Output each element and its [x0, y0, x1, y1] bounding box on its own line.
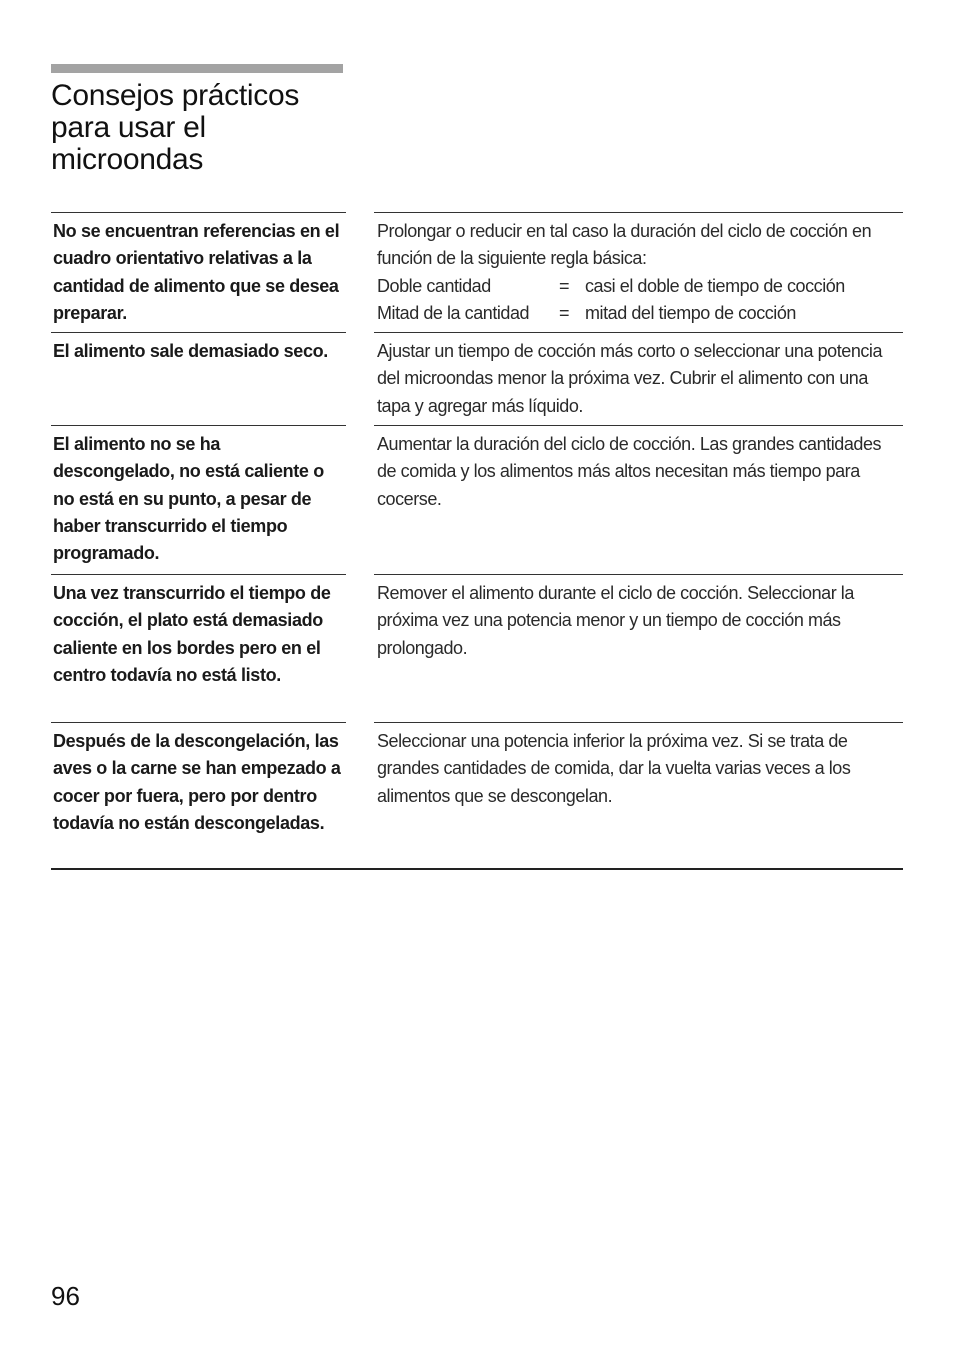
page-title-line: Consejos prácticos — [51, 79, 300, 112]
table-bottom-rule — [51, 868, 903, 870]
solution-text: Seleccionar una potencia inferior la próxima vez. Si se trata de grandes cantidades de comida, dar la vuelta varias veces a los alimentos que se descongelan. — [374, 722, 903, 868]
problem-text: El alimento no se ha descongelado, no está caliente o no está en su punto, a pesar de haber transcurrido el tiempo programado. — [51, 425, 346, 574]
rule-value: casi el doble de tiempo de cocción — [585, 275, 845, 296]
page-title — [51, 80, 371, 176]
page-title-line: para usar el — [51, 111, 206, 144]
solution-cell — [374, 212, 903, 332]
page-number: 96 — [51, 1281, 80, 1311]
solution-text: Prolongar o reducir en tal caso la duración del ciclo de cocción en función de la siguiente regla básica: — [377, 221, 872, 269]
tips-table — [51, 212, 903, 868]
tip-row — [51, 574, 903, 722]
problem-text: El alimento sale demasiado seco. — [51, 332, 346, 425]
problem-text: Después de la descongelación, las aves o la carne se han empezado a cocer por fuera, pero por dentro todavía no están descongeladas. — [51, 722, 346, 868]
solution-text: Ajustar un tiempo de cocción más corto o seleccionar una potencia del microondas menor la próxima vez. Cubrir el alimento con una tapa y agregar más líquido. — [374, 332, 903, 425]
tip-row — [51, 332, 903, 425]
rule-label: Doble cantidad — [377, 275, 491, 296]
solution-text: Aumentar la duración del ciclo de cocción. Las grandes cantidades de comida y los alimentos más altos necesitan más tiempo para cocerse. — [374, 425, 903, 574]
rule-value: mitad del tiempo de cocción — [585, 302, 796, 323]
tip-row — [51, 212, 903, 332]
rule-equals: = — [559, 275, 570, 296]
rule-label: Mitad de la cantidad — [377, 302, 530, 323]
solution-text: Remover el alimento durante el ciclo de cocción. Seleccionar la próxima vez una potencia menor y un tiempo de cocción más prolongado. — [374, 574, 903, 722]
tip-row — [51, 722, 903, 868]
title-accent-bar — [51, 64, 343, 73]
rule-equals: = — [559, 302, 570, 323]
tip-row — [51, 425, 903, 574]
problem-text: Una vez transcurrido el tiempo de cocción, el plato está demasiado caliente en los bordes pero en el centro todavía no está listo. — [51, 574, 346, 722]
page-title-line: microondas — [51, 143, 204, 176]
rule-table — [377, 273, 903, 328]
problem-text: No se encuentran referencias en el cuadro orientativo relativas a la cantidad de alimento que se desea preparar. — [51, 212, 346, 332]
